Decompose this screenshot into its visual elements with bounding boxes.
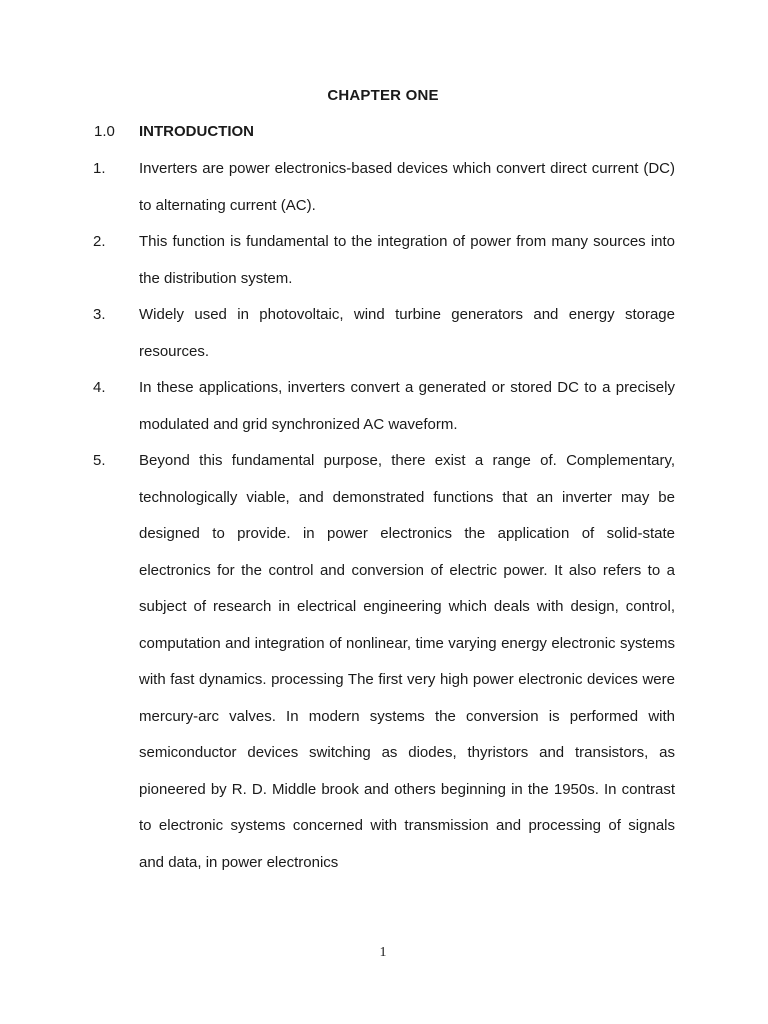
page-number: 1 — [379, 945, 387, 960]
list-item-text: Widely used in photovoltaic, wind turbine generators and energy storage resources. — [139, 306, 675, 360]
list-item-number: 4. — [93, 379, 106, 396]
list-item-number: 2. — [93, 233, 106, 250]
list-item-text: Beyond this fundamental purpose, there exist a range of. Complementary, technologically viable, and demonstrated functions that an inverter may be designed to provide. in power electronics the application of solid-state electronics for the control and conversion of electric power. It also refers to a subject of research in electrical engineering which deals with design, control, computation and integration of nonlinear, time varying energy electronic systems with fast dynamics. processing The first very high power electronic devices were mercury-arc valves. In modern systems the conversion is performed with semiconductor devices switching as diodes, thyristors and transistors, as pioneered by R. D. Middle brook and others beginning in the 1950s. In contrast to electronic systems concerned with transmission and processing of signals and data, in power electronics — [139, 452, 675, 871]
list-item-text: This function is fundamental to the integration of power from many sources into the distribution system. — [139, 233, 675, 287]
list-item-text: Inverters are power electronics-based devices which convert direct current (DC) to alternating current (AC). — [139, 160, 675, 214]
list-item-number: 5. — [93, 452, 106, 469]
section-title: INTRODUCTION — [139, 123, 254, 140]
section-number: 1.0 — [94, 123, 115, 140]
list-item-text: In these applications, inverters convert a generated or stored DC to a precisely modulated and grid synchronized AC waveform. — [139, 379, 675, 433]
chapter-title: CHAPTER ONE — [327, 87, 439, 104]
list-item-number: 3. — [93, 306, 106, 323]
list-item-number: 1. — [93, 160, 106, 177]
